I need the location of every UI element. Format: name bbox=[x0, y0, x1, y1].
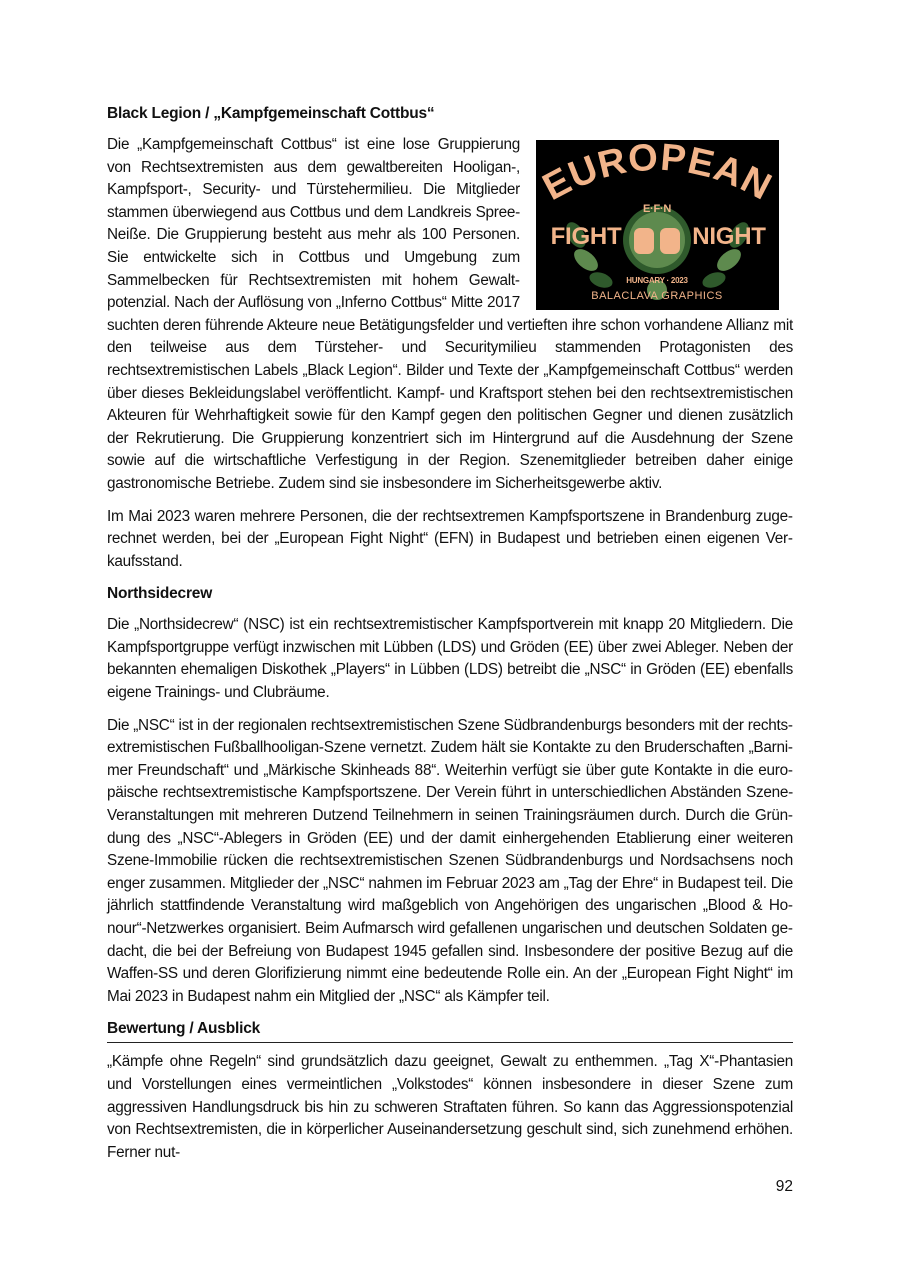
paragraph-nsc-network: Die „NSC“ ist in der regionalen rechtsextremistischen Szene Südbrandenburgs besonders mit der rechtsextremistischen Fußballhooligan-Szene vernetzt. Zudem hält sie Kontakte zu den Bruderschaften „Barnimer Freundschaft“ und „Märkische Skinheads 88“. Weiterhin verfügt sie über gute Kontakte in die europäische rechtsextremistische Kampfsportszene. Der Verein führt in unterschiedlichen Abständen Szene-Veranstaltungen mit mehreren Dutzend Teilnehmern in seinen Trainingsräumen durch. Durch die Gründung des „NSC“-Ablegers in Gröden (EE) und der damit einhergehenden Etablierung einer weiteren Szene-Immobilie rücken die rechtsextremistischen Szenen Südbrandenburgs und Nordsachsens noch enger zusammen. Mitglieder der „NSC“ nahmen im Februar 2023 am „Tag der Ehre“ in Budapest teil. Die jährlich stattfindende Veranstaltung wird maßgeblich von Angehörigen des ungarischen „Blood & Honour“-Netzwerkes organisiert. Beim Aufmarsch wird gefallenen ungarischen und deutschen Soldaten gedacht, die bei der Befreiung von Budapest 1945 gefallen sind. Insbesondere der positive Bezug auf die Waffen-SS und deren Glorifizierung nimmt eine bedeutende Rolle ein. An der „European Fight Night“ im Mai 2023 in Budapest nahm ein Mitglied der „NSC“ als Kämpfer teil. bbox=[107, 716, 793, 1005]
paragraph-text: Die „Kampfgemeinschaft Cottbus“ ist eine lose Gruppierung von Rechtsextremisten aus dem gewaltbereiten Hooligan-, Kampfsport-, Security- und Türstehermilieu. Die Mitglieder stammen überwiegend aus Cottbus und dem Landkreis Spree-Neiße. Die Gruppierung besteht aus mehr als 100 Personen. Sie entwickelte sich in Cottbus und Umgebung zum Sammelbecken für Rechtsextremisten mit hohem Gewaltpotenzial. Nach der Auflösung von „Inferno Cottbus“ Mitte 2017 suchten deren führende Akteure neue Betätigungsfelder und vertieften ihre schon vorhandene Allianz mit den teilweise aus dem Türsteher- und Securitymilieu stammenden Protagonisten des rechtsextremistischen Labels „Black Legion“. Bilder und Texte der „Kampfgemeinschaft Cottbus“ werden über dieses Bekleidungslabel veröffentlicht. Kampf- und Kraftsport stehen bei den rechtsextremistischen Akteuren für Wehrhaftigkeit sowie für den Kampf gegen den politischen Gegner und dienen zusätzlich der Rekrutierung. Die Gruppierung konzentriert sich im Hintergrund auf die Ausdehnung der Szene sowie auf die wirtschaftliche Verfestigung in der Region. Szenemitglieder betreiben daher einige gastronomische Betriebe. Zudem sind sie insbesondere im Sicherheitsgewerbe aktiv. bbox=[107, 136, 793, 492]
paragraph-efn-budapest: Im Mai 2023 waren mehrere Personen, die der rechtsextremen Kampfsportszene in Brandenburg zugerechnet werden, bei der „European Fight Night“ (EFN) in Budapest und betrieben einen eigenen Verkaufsstand. bbox=[107, 507, 793, 570]
section-heading-northsidecrew: Northsidecrew bbox=[107, 585, 213, 603]
section-heading-black-legion: Black Legion / „Kampfgemeinschaft Cottbus“ bbox=[107, 105, 435, 122]
logo-maker: BALACLAVA GRAPHICS bbox=[591, 290, 723, 302]
european-fight-night-logo bbox=[536, 140, 779, 310]
page-content bbox=[107, 103, 793, 1174]
section-heading-bewertung: Bewertung / Ausblick bbox=[107, 1018, 793, 1043]
paragraph-bewertung: „Kämpfe ohne Regeln“ sind grundsätzlich dazu geeignet, Gewalt zu enthemmen. „Tag X“-Phantasien und Vorstellungen eines vermeintlichen „Volkstodes“ können insbesondere in dieser Szene zum aggressiven Handlungsdruck bis hin zu schweren Straftaten führen. So kann das Aggressionspotenzial von Rechtsextremisten, die in körperlicher Auseinandersetzung geschult sind, sich zunehmend erhöhen. Ferner nut- bbox=[107, 1053, 793, 1161]
logo-right-word: NIGHT bbox=[692, 223, 766, 250]
page-number: 92 bbox=[775, 1178, 793, 1195]
logo-graphic bbox=[536, 140, 779, 310]
paragraph-black-legion-intro bbox=[107, 134, 793, 496]
logo-left-word: FIGHT bbox=[550, 223, 622, 250]
logo-badge: E·F·N bbox=[642, 203, 672, 215]
logo-event: HUNGARY · 2023 bbox=[626, 276, 688, 285]
paragraph-nsc-intro: Die „Northsidecrew“ (NSC) ist ein rechtsextremistischer Kampfsportverein mit knapp 20 Mitgliedern. Die Kampfsportgruppe verfügt inzwischen mit Lübben (LDS) und Gröden (EE) über zwei Ableger. Neben der bekannten ehemaligen Diskothek „Players“ in Lübben (LDS) betreibt die „NSC“ in Gröden (EE) ebenfalls eigene Trainings- und Clubräume. bbox=[107, 616, 793, 702]
logo-title: EUROPEAN bbox=[536, 140, 779, 209]
